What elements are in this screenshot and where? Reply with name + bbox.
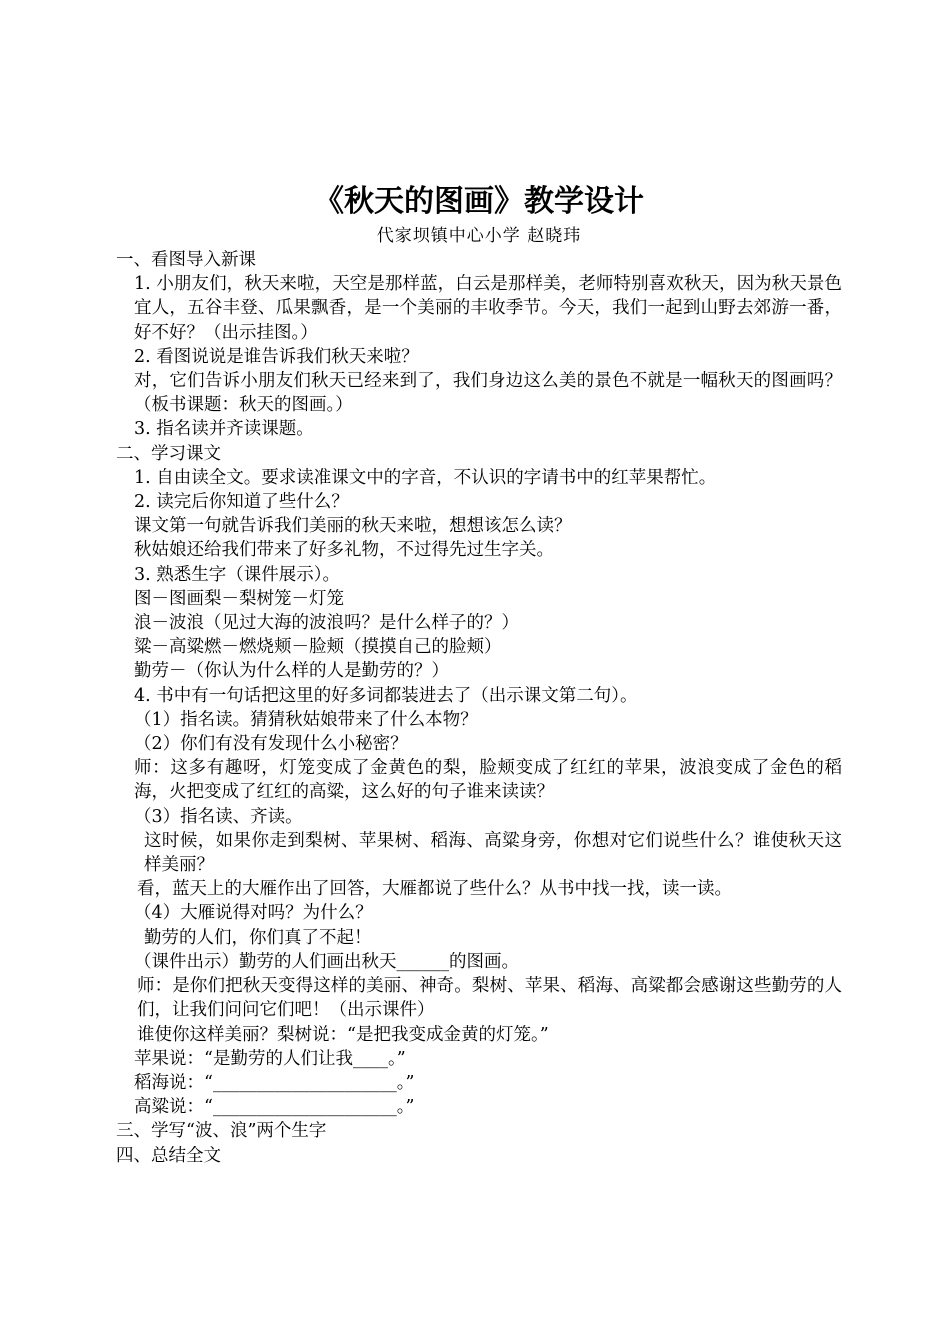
paragraph-line: （3）指名读、齐读。 bbox=[134, 806, 303, 827]
paragraph-line: 3. 熟悉生字（课件展示）。 bbox=[134, 564, 341, 585]
paragraph-line: 一、看图导入新课 bbox=[116, 250, 256, 270]
paragraph-line: 2. 看图说说是谁告诉我们秋天来啦？ bbox=[134, 346, 419, 367]
paragraph-line: 勤劳－（你认为什么样的人是勤劳的？） bbox=[134, 661, 449, 682]
paragraph-line: 对，它们告诉小朋友们秋天已经来到了，我们身边这么美的景色不就是一幅秋天的图画吗？（板书课题：秋天的图画。） bbox=[134, 371, 842, 416]
paragraph-line: （2）你们有没有发现什么小秘密？ bbox=[134, 734, 408, 755]
document-body bbox=[116, 248, 842, 1168]
paragraph-line: 课文第一句就告诉我们美丽的秋天来啦，想想该怎么读？ bbox=[134, 516, 572, 537]
paragraph-line: 浪－波浪（见过大海的波浪吗？是什么样子的？） bbox=[134, 613, 519, 634]
paragraph-line: 3. 指名读并齐读课题。 bbox=[134, 419, 314, 440]
paragraph-line: 这时候，如果你走到梨树、苹果树、稻海、高粱身旁，你想对它们说些什么？谁使秋天这样美丽？ bbox=[144, 830, 842, 876]
document-page bbox=[116, 182, 842, 1168]
paragraph-line: 苹果说：“是勤劳的人们让我____。” bbox=[134, 1048, 406, 1069]
paragraph-line: 师：这多有趣呀，灯笼变成了金黄色的梨，脸颊变成了红红的苹果，波浪变成了金色的稻海，火把变成了红红的高粱，这么好的句子谁来读读？ bbox=[134, 758, 842, 803]
paragraph-line: （课件出示）勤劳的人们画出秋天______的图画。 bbox=[134, 951, 519, 972]
paragraph-line: 粱－高粱燃－燃烧颊－脸颊（摸摸自己的脸颊） bbox=[134, 637, 502, 658]
paragraph-line: 秋姑娘还给我们带来了好多礼物，不过得先过生字关。 bbox=[134, 540, 554, 561]
paragraph-line: （4）大雁说得对吗？为什么？ bbox=[134, 903, 373, 924]
paragraph-line: 稻海说：“_____________________。” bbox=[134, 1072, 415, 1093]
paragraph-line: 1. 自由读全文。要求读准课文中的字音，不认识的字请书中的红苹果帮忙。 bbox=[134, 467, 717, 488]
paragraph-line: 四、总结全文 bbox=[116, 1145, 221, 1166]
paragraph-line: 看，蓝天上的大雁作出了回答，大雁都说了些什么？从书中找一找，读一读。 bbox=[137, 879, 732, 900]
paragraph-line: 谁使你这样美丽？梨树说：“是把我变成金黄的灯笼。” bbox=[137, 1024, 549, 1045]
paragraph-line: 高粱说：“_____________________。” bbox=[134, 1097, 415, 1118]
document-title: 《秋天的图画》教学设计 bbox=[314, 184, 644, 219]
paragraph-line: 三、学写“波、浪”两个生字 bbox=[116, 1121, 327, 1142]
paragraph-line: 师：是你们把秋天变得这样的美丽、神奇。梨树、苹果、稻海、高粱都会感谢这些勤劳的人们，让我们问问它们吧！（出示课件） bbox=[137, 976, 842, 1021]
paragraph-line: 2. 读完后你知道了些什么？ bbox=[134, 492, 349, 513]
paragraph-line: 4. 书中有一句话把这里的好多词都装进去了（出示课文第二句）。 bbox=[134, 685, 638, 706]
paragraph-line: 勤劳的人们，你们真了不起！ bbox=[144, 927, 372, 948]
author-line: 代家坝镇中心小学 赵晓玮 bbox=[376, 226, 582, 246]
paragraph-line: 图－图画梨－梨树笼－灯笼 bbox=[134, 588, 344, 609]
paragraph-line: （1）指名读。猜猜秋姑娘带来了什么本物？ bbox=[134, 709, 478, 730]
paragraph-line: 二、学习课文 bbox=[116, 443, 221, 464]
paragraph-line: 1. 小朋友们，秋天来啦，天空是那样蓝，白云是那样美，老师特别喜欢秋天，因为秋天景色宜人，五谷丰登、瓜果飘香，是一个美丽的丰收季节。今天，我们一起到山野去郊游一番，好不好？（出示挂图。） bbox=[134, 274, 842, 343]
